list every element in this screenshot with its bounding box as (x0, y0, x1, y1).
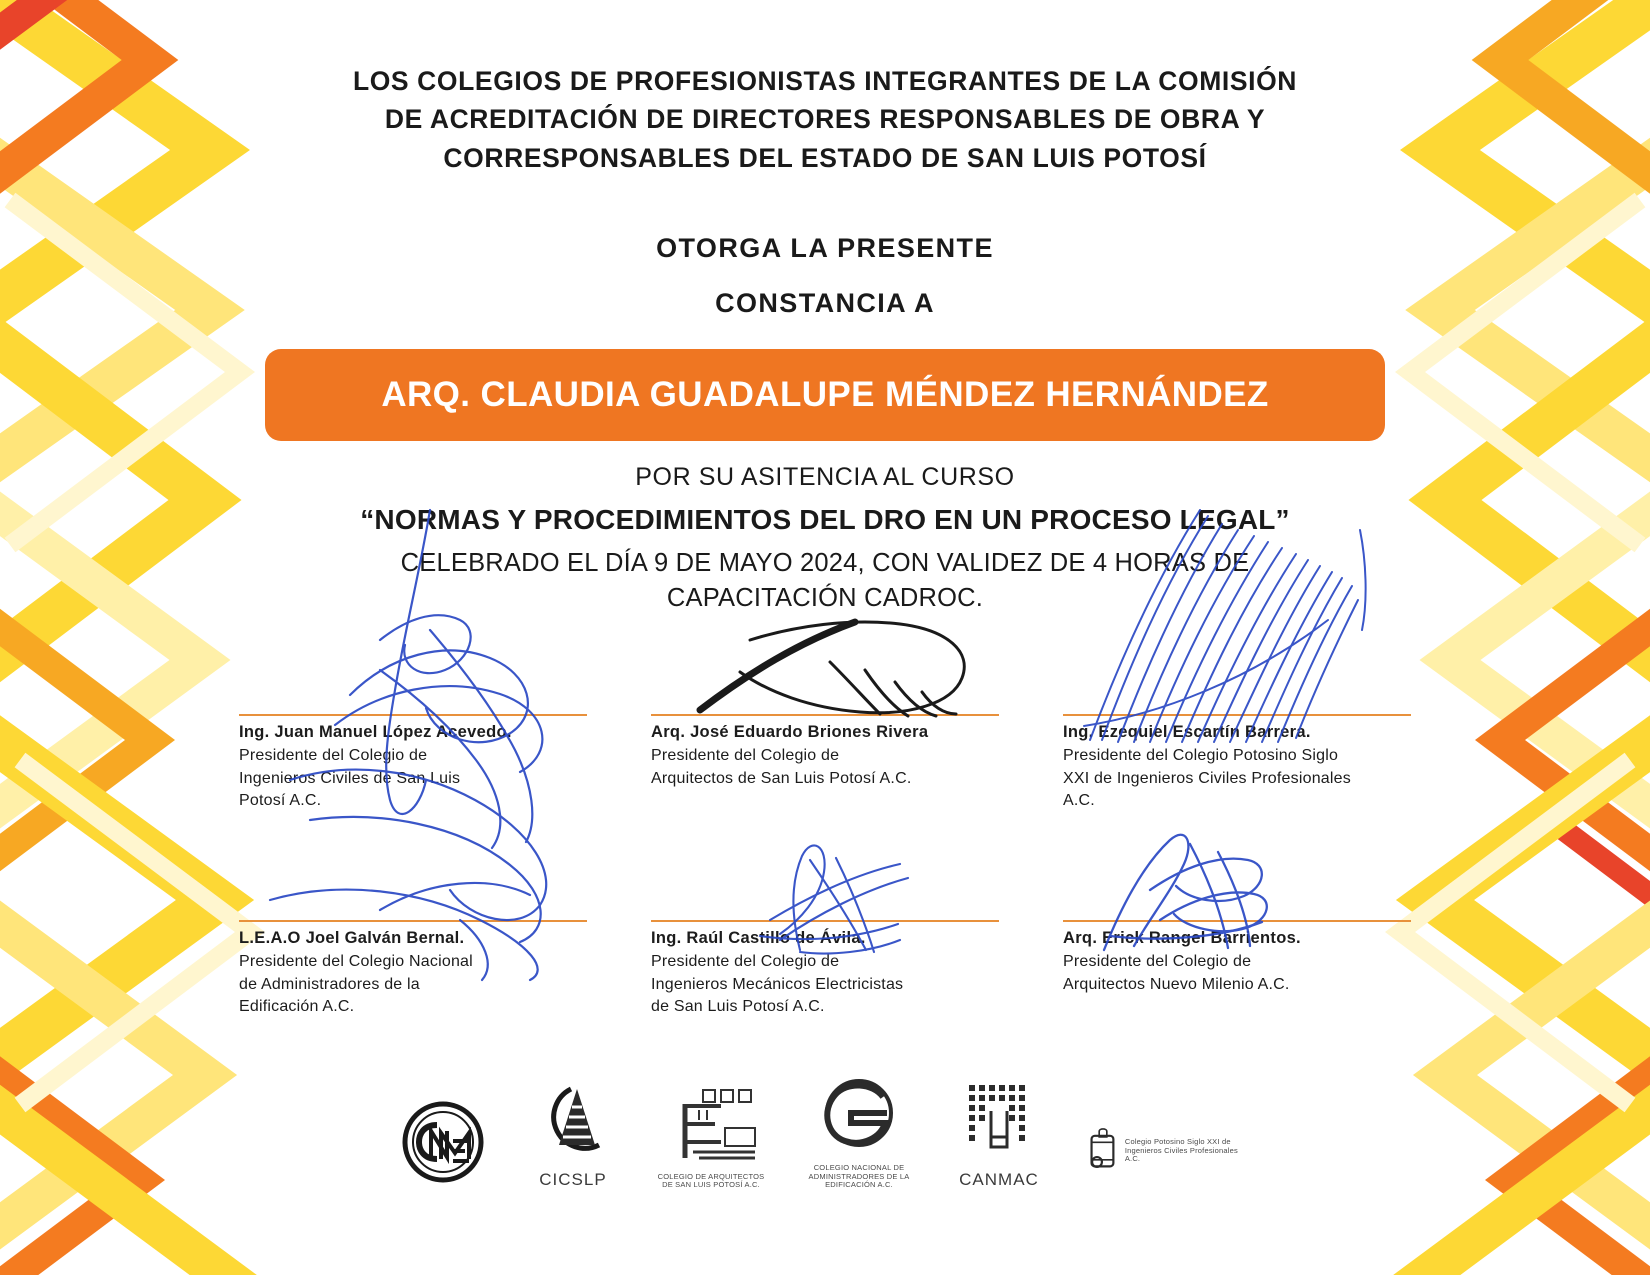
cicslp-caption: CICSLP (539, 1170, 607, 1190)
colegio-arquitectos-slp-caption: COLEGIO DE ARQUITECTOS DE SAN LUIS POTOSÍ A.C. (657, 1171, 765, 1190)
signature-role-line: de Administradores de la (239, 975, 420, 993)
signature-rule (651, 714, 999, 716)
signature-block (1063, 920, 1411, 1019)
signature-role-line: de San Luis Potosí A.C. (651, 998, 825, 1016)
signature-role-line: Presidente del Colegio Potosino Siglo (1063, 747, 1339, 764)
signature-block (239, 714, 587, 813)
signature-role (239, 951, 587, 1019)
signature-block (651, 920, 999, 1019)
signature-block (239, 920, 587, 1019)
colegio-arquitectos-slp-mark (659, 1084, 763, 1166)
signature-role-line: Presidente del Colegio de (1063, 953, 1252, 970)
signature-name: Ing. Raúl Castillo de Ávila. (651, 929, 866, 947)
colegio-potosino-siglo-xxi-logo (1085, 1110, 1255, 1190)
signature-name: L.E.A.O Joel Galván Bernal. (239, 929, 465, 947)
signature-rule (1063, 920, 1411, 922)
signature-role-line: Presidente del Colegio de (239, 747, 428, 764)
signature-rule (1063, 714, 1411, 716)
cnme-logo-mark (395, 1099, 491, 1185)
logo-strip (0, 1075, 1650, 1190)
heading-line-3: CORRESPONSABLES DEL ESTADO DE SAN LUIS POTOSÍ (443, 142, 1207, 173)
canmac-logo-mark (955, 1081, 1043, 1163)
colegio-nacional-edificacion-caption: COLEGIO NACIONAL DE ADMINISTRADORES DE LA EDIFICACIÓN A.C. (808, 1163, 910, 1190)
recipient-name: ARQ. CLAUDIA GUADALUPE MÉNDEZ HERNÁNDEZ (381, 375, 1269, 415)
signature-block (1063, 714, 1411, 813)
signature-row-top (0, 714, 1650, 813)
certificate-detail (225, 546, 1425, 615)
signature-rule (239, 714, 587, 716)
signature-role (239, 745, 587, 813)
signature-name: Ing. Ezequiel Escartín Barrera. (1063, 723, 1311, 741)
signature-role (651, 745, 999, 790)
canmac-logo (951, 1081, 1047, 1190)
cnme-logo (395, 1099, 491, 1190)
detail-line-2: CAPACITACIÓN CADROC. (666, 583, 984, 612)
signature-name: Ing. Juan Manuel López Acevedo. (239, 723, 512, 741)
course-title: “NORMAS Y PROCEDIMIENTOS DEL DRO EN UN PROCESO LEGAL” (360, 504, 1290, 536)
signature-role (1063, 951, 1411, 996)
signature-role-line: Arquitectos Nuevo Milenio A.C. (1063, 975, 1290, 993)
recipient-name-banner (265, 349, 1385, 441)
signature-rule (651, 920, 999, 922)
cicslp-logo-mark (529, 1079, 617, 1163)
signature-row-bottom (0, 920, 1650, 1019)
colegio-potosino-siglo-xxi-caption: Colegio Potosino Siglo XXI de Ingenieros Civiles Profesionales A.C. (1124, 1136, 1238, 1164)
grants-line-2: CONSTANCIA A (715, 288, 935, 319)
signature-name: Arq. Erick Rangel Barrientos. (1063, 929, 1301, 947)
signature-role-line: XXI de Ingenieros Civiles Profesionales (1063, 769, 1351, 787)
cicslp-logo (529, 1079, 617, 1190)
canmac-caption: CANMAC (959, 1170, 1039, 1190)
signature-name: Arq. José Eduardo Briones Rivera (651, 723, 929, 741)
certificate-heading (225, 62, 1425, 177)
heading-line-2: DE ACREDITACIÓN DE DIRECTORES RESPONSABLES DE OBRA Y (384, 104, 1266, 135)
signature-role-line: Arquitectos de San Luis Potosí A.C. (651, 769, 912, 787)
signature-role-line: Presidente del Colegio de (651, 953, 840, 970)
signature-role-line: Ingenieros Mecánicos Electricistas (651, 975, 904, 993)
detail-line-1: CELEBRADO EL DÍA 9 DE MAYO 2024, CON VALIDEZ DE 4 HORAS DE (400, 549, 1250, 578)
signature-role-line: Edificación A.C. (239, 998, 355, 1016)
reason-line: POR SU ASITENCIA AL CURSO (635, 463, 1015, 492)
heading-line-1: LOS COLEGIOS DE PROFESIONISTAS INTEGRANTES DE LA COMISIÓN (352, 66, 1298, 96)
signature-rule (239, 920, 587, 922)
signature-role-line: A.C. (1063, 792, 1095, 810)
colegio-nacional-edificacion-logo (805, 1075, 913, 1190)
signature-role (651, 951, 999, 1019)
grants-line-1: OTORGA LA PRESENTE (656, 233, 994, 264)
colegio-nacional-edificacion-mark (811, 1075, 907, 1157)
signature-role (1063, 745, 1411, 813)
signature-block (651, 714, 999, 813)
signature-role-line: Ingenieros Civiles de San Luis (239, 769, 461, 787)
signature-role-line: Potosí A.C. (239, 792, 322, 810)
signature-role-line: Presidente del Colegio Nacional (239, 953, 473, 970)
colegio-arquitectos-slp-logo (655, 1084, 767, 1190)
signature-role-line: Presidente del Colegio de (651, 747, 840, 764)
colegio-potosino-siglo-xxi-mark (1085, 1110, 1119, 1190)
